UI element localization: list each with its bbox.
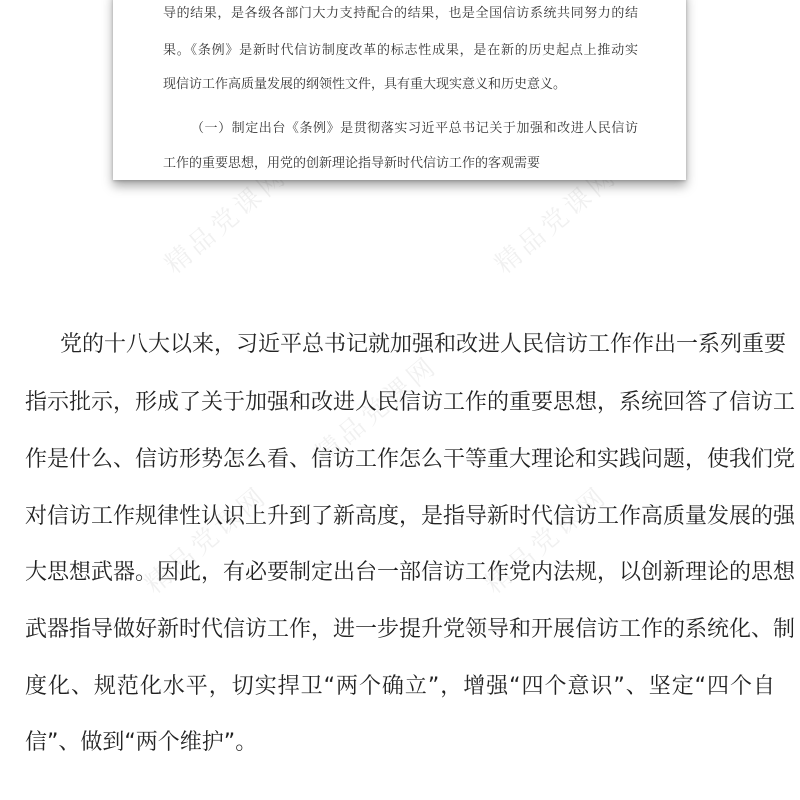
watermark: 精品党课网 — [309, 350, 444, 471]
card-text-line: 现信访工作高质量发展的纲领性文件，具有重大现实意义和历史意义。 — [163, 77, 567, 92]
paragraph-line: 作是什么、信访形势怎么看、信访工作怎么干等重大理论和实践问题，使我们党 — [25, 447, 796, 472]
document-page-preview — [113, 0, 686, 180]
card-section-heading: 工作的重要思想，用党的创新理论指导新时代信访工作的客观需要 — [163, 156, 541, 171]
watermark: 精品党课网 — [489, 160, 624, 281]
paragraph-line: 武器指导做好新时代信访工作，进一步提升党领导和开展信访工作的系统化、制 — [25, 617, 796, 642]
card-text-line: 果。《条例》是新时代信访制度改革的标志性成果，是在新的历史起点上推动实 — [163, 43, 638, 58]
paragraph-line: 党的十八大以来，习近平总书记就加强和改进人民信访工作作出一系列重要 — [60, 332, 787, 357]
card-text-line: 导的结果，是各级各部门大力支持配合的结果，也是全国信访系统共同努力的结 — [163, 6, 638, 21]
card-section-heading: （一）制定出台《条例》是贯彻落实习近平总书记关于加强和改进人民信访 — [191, 121, 638, 136]
paragraph-line: 度化、规范化水平，切实捍卫“两个确立”，增强“四个意识”、坚定“四个自 — [25, 674, 775, 699]
paragraph-line: 大思想武器。因此，有必要制定出台一部信访工作党内法规，以创新理论的思想 — [25, 560, 796, 585]
watermark: 精品党课网 — [139, 480, 274, 601]
paragraph-line: 指示批示，形成了关于加强和改进人民信访工作的重要思想，系统回答了信访工 — [25, 390, 796, 415]
paragraph-line: 对信访工作规律性认识上升到了新高度，是指导新时代信访工作高质量发展的强 — [25, 504, 796, 529]
paragraph-line: 信”、做到“两个维护”。 — [25, 730, 258, 755]
watermark: 精品党课网 — [479, 480, 614, 601]
watermark: 精品党课网 — [159, 160, 294, 281]
